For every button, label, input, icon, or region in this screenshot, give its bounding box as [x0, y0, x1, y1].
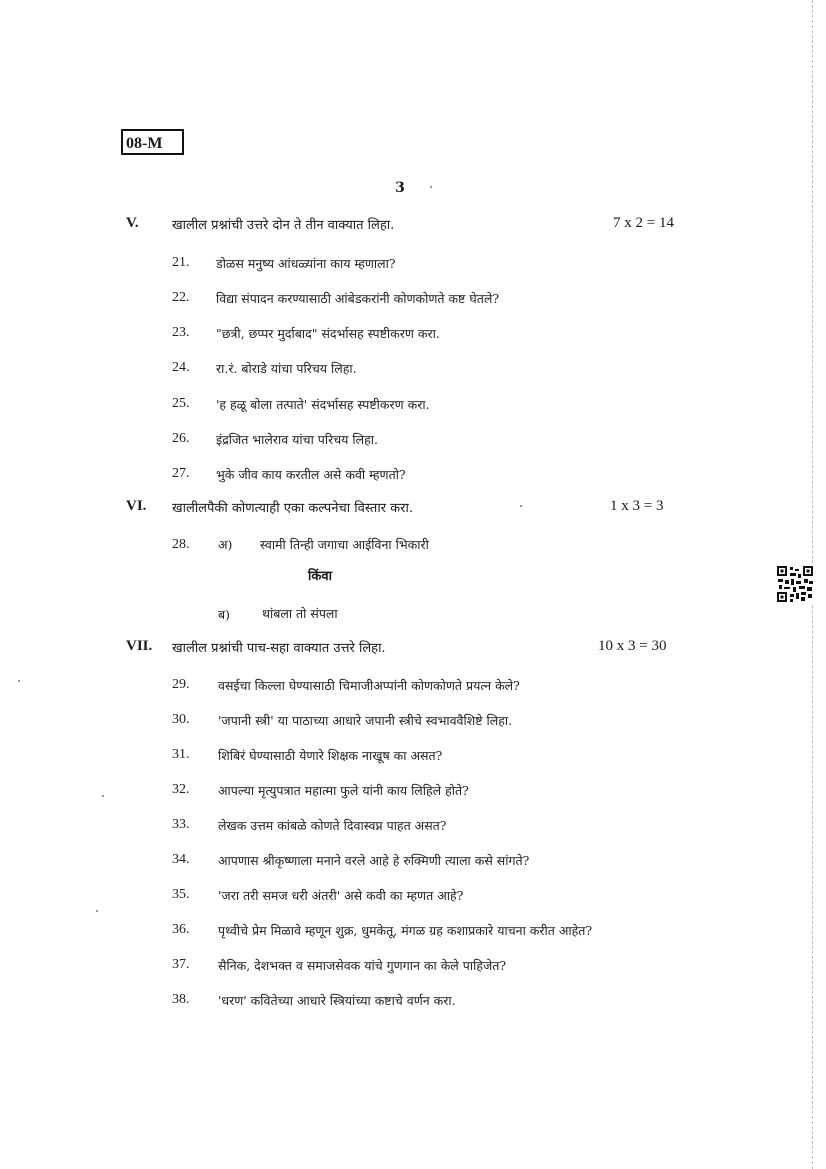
- question-number: 29.: [172, 677, 190, 692]
- section-title: खालील प्रश्नांची पाच-सहा वाक्यात उत्तरे लिहा.: [172, 641, 386, 656]
- section-marks: 7 x 2 = 14: [613, 215, 674, 231]
- question-number: 36.: [172, 922, 190, 937]
- question-number: 33.: [172, 817, 190, 832]
- question-text: 'ह हळू बोला तत्पाते' संदर्भासह स्पष्टीकरण करा.: [216, 397, 430, 412]
- question-text: लेखक उत्तम कांबळे कोणते दिवास्वप्न पाहत असत?: [218, 818, 447, 833]
- section-marks: 10 x 3 = 30: [598, 638, 667, 654]
- question-text: 'जपानी स्त्री' या पाठाच्या आधारे जपानी स्त्रीचे स्वभाववैशिष्टे लिहा.: [218, 713, 513, 728]
- question-text: 'जरा तरी समज धरी अंतरी' असे कवी का म्हणत आहे?: [218, 888, 464, 903]
- section-number: VII.: [126, 638, 153, 654]
- question-number: 32.: [172, 782, 190, 797]
- question-number: 35.: [172, 887, 190, 902]
- question-number: 23.: [172, 325, 190, 340]
- question-number: 28.: [172, 537, 190, 552]
- question-number: 22.: [172, 290, 190, 305]
- scan-speck: [430, 186, 432, 188]
- question-text: सैनिक, देशभक्त व समाजसेवक यांचे गुणगान का केले पाहिजेत?: [218, 958, 507, 973]
- option-b-label: ब): [218, 607, 231, 622]
- question-text: शिबिरं घेण्यासाठी येणारे शिक्षक नाखूष का असत?: [218, 748, 443, 763]
- question-number: 30.: [172, 712, 190, 727]
- question-text: आपल्या मृत्युपत्रात महात्मा फुले यांनी काय लिहिले होते?: [218, 783, 469, 798]
- question-text: रा.रं. बोराडे यांचा परिचय लिहा.: [216, 361, 357, 376]
- section-marks: 1 x 3 = 3: [610, 498, 664, 514]
- question-text: विद्या संपादन करण्यासाठी आंबेडकरांनी कोणकोणते कष्ट घेतले?: [216, 291, 500, 306]
- section-number: V.: [126, 215, 139, 231]
- section-title: खालीलपैकी कोणत्याही एका कल्पनेचा विस्तार करा.: [172, 501, 413, 516]
- scan-speck: [520, 505, 522, 507]
- option-b-text: थांबला तो संपला: [262, 606, 338, 621]
- option-a-text: स्वामी तिन्ही जगाचा आईविना भिकारी: [260, 537, 429, 552]
- question-text: डोळस मनुष्य आंधळ्यांना काय म्हणाला?: [216, 256, 396, 271]
- qr-code-icon: [776, 565, 814, 603]
- question-number: 27.: [172, 466, 190, 481]
- scan-speck: [102, 795, 104, 797]
- section-number: VI.: [126, 498, 147, 514]
- or-label: किंवा: [308, 569, 332, 584]
- option-a-label: अ): [218, 537, 233, 552]
- scan-speck: [18, 680, 20, 682]
- question-text: पृथ्वीचे प्रेम मिळावे म्हणून शुक्र, धुमकेतू, मंगळ ग्रह कशाप्रकारे याचना करीत आहेत?: [218, 923, 593, 938]
- section-title: खालील प्रश्नांची उत्तरे दोन ते तीन वाक्यात लिहा.: [172, 218, 395, 233]
- question-text: "छत्री, छप्पर मुर्दाबाद" संदर्भासह स्पष्टीकरण करा.: [216, 326, 440, 341]
- question-number: 34.: [172, 852, 190, 867]
- question-text: 'धरण' कवितेच्या आधारे स्त्रियांच्या कष्टाचे वर्णन करा.: [218, 993, 456, 1008]
- question-number: 25.: [172, 396, 190, 411]
- question-number: 24.: [172, 360, 190, 375]
- question-text: इंद्रजित भालेराव यांचा परिचय लिहा.: [216, 432, 378, 447]
- question-text: आपणास श्रीकृष्णाला मनाने वरले आहे हे रुक्मिणी त्याला कसे सांगते?: [218, 853, 530, 868]
- paper-code-box: 08-M: [121, 129, 184, 155]
- question-text: वसईचा किल्ला घेण्यासाठी चिमाजीअप्पांनी कोणकोणते प्रयत्न केले?: [218, 678, 520, 693]
- question-text: भुके जीव काय करतील असे कवी म्हणतो?: [216, 467, 406, 482]
- scan-speck: [96, 910, 98, 912]
- question-number: 21.: [172, 255, 190, 270]
- question-number: 26.: [172, 431, 190, 446]
- question-number: 38.: [172, 992, 190, 1007]
- page-number: 3: [395, 180, 405, 196]
- question-number: 31.: [172, 747, 190, 762]
- question-number: 37.: [172, 957, 190, 972]
